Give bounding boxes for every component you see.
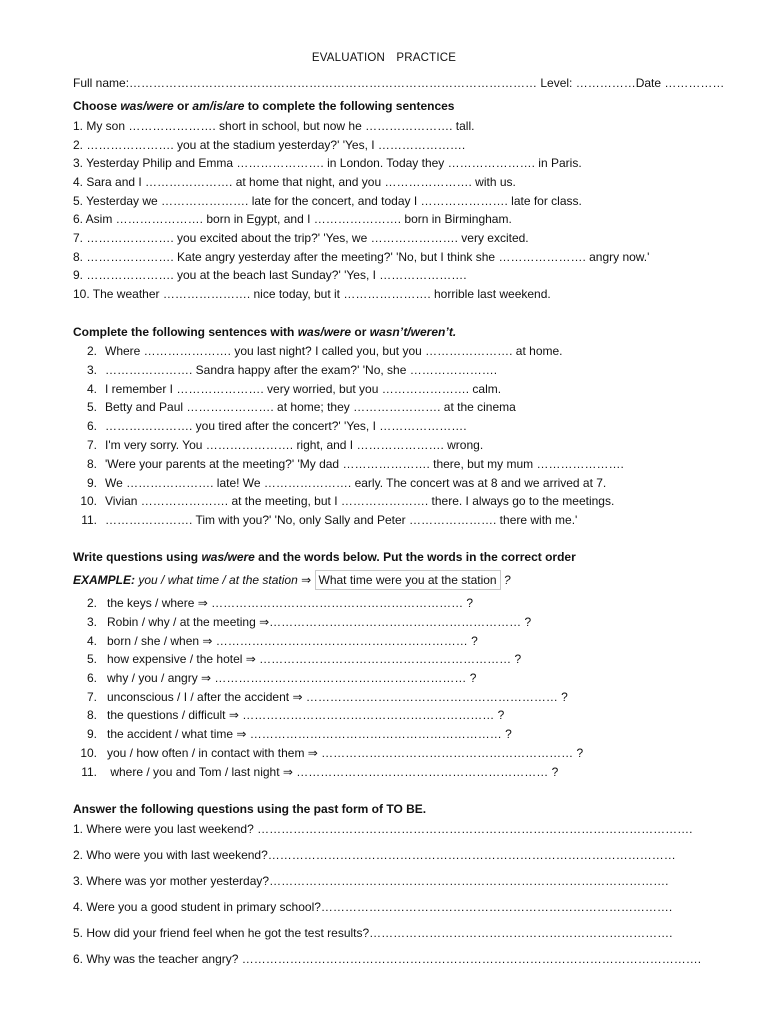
- item-number: 11.: [81, 513, 97, 527]
- section4-heading: Answer the following questions using the past form of TO BE.: [73, 802, 427, 816]
- section2-heading-part: Complete the following sentences with: [73, 325, 298, 339]
- item-number: 11.: [81, 765, 97, 779]
- section2-heading-italic: was/were: [297, 325, 352, 339]
- item-text: We …………………. late! We …………………. early. The concert was at 8 and we arrived at 7.: [105, 476, 607, 490]
- section1-heading-part: Choose: [73, 99, 121, 113]
- section3-item: [73, 633, 478, 649]
- item-number: 6.: [86, 419, 97, 433]
- item-number: 3.: [86, 363, 97, 377]
- item-text: the accident / what time ⇒ ……………………………………………………… ?: [107, 727, 512, 741]
- example-line: [73, 570, 511, 590]
- section3-heading-italic: was/were: [201, 550, 255, 564]
- section2-heading-part: or: [351, 325, 370, 339]
- section1-item: 4. Sara and I …………………. at home that night, and you …………………. with us.: [73, 175, 516, 189]
- section2-item: [73, 362, 497, 378]
- item-number: 9.: [86, 476, 97, 490]
- section1-item: 2. …………………. you at the stadium yesterday?' 'Yes, I ………………….: [73, 138, 466, 152]
- section2-item: [73, 343, 563, 359]
- item-number: 4.: [86, 634, 97, 648]
- item-number: 5.: [86, 400, 97, 414]
- section3-item: [73, 764, 558, 780]
- item-number: 7.: [86, 690, 97, 704]
- item-number: 6.: [86, 671, 97, 685]
- section1-heading-part: or: [173, 99, 193, 113]
- item-text: the keys / where ⇒ ……………………………………………………… ?: [107, 596, 474, 610]
- section3-heading-part: Write questions using: [73, 550, 202, 564]
- section3-item: [73, 689, 568, 705]
- item-number: 9.: [86, 727, 97, 741]
- section4-item: 6. Why was the teacher angry? …………………………………………………………………………………………………….: [73, 952, 702, 966]
- section1-heading-italic: am/is/are: [192, 99, 245, 113]
- item-text: Robin / why / at the meeting ⇒……………………………………………………… ?: [107, 615, 532, 629]
- section2-item: [73, 399, 516, 415]
- example-end: ?: [500, 573, 511, 587]
- item-text: Where …………………. you last night? I called you, but you …………………. at home.: [105, 344, 563, 358]
- section4-item: 3. Where was yor mother yesterday?……………………………………………………………………………………….: [73, 874, 669, 888]
- section3-heading-part: and the words below. Put the words in the correct order: [254, 550, 576, 564]
- example-answer-box: What time were you at the station: [315, 570, 501, 590]
- item-number: 8.: [86, 457, 97, 471]
- full-name-level-date-line: Full name:………………………………………………………………………………………… Level: ……………Date ……………: [73, 76, 725, 90]
- section2-item: [73, 493, 614, 509]
- section4-item: 4. Were you a good student in primary school?…………………………………………………………………………….: [73, 900, 673, 914]
- item-text: I remember I …………………. very worried, but you …………………. calm.: [105, 382, 502, 396]
- section4-item: 2. Who were you with last weekend?…………………………………………………………………………………………: [73, 848, 676, 862]
- section3-heading: [73, 549, 576, 565]
- item-number: 10.: [80, 494, 97, 508]
- section2-item: [73, 475, 606, 491]
- section2-item: [73, 418, 467, 434]
- section2-item: [73, 512, 577, 528]
- section2-item: [73, 456, 624, 472]
- section1-item: 6. Asim …………………. born in Egypt, and I …………………. born in Birmingham.: [73, 212, 512, 226]
- section4-item: 1. Where were you last weekend? ……………………………………………………………………………………………….: [73, 822, 693, 836]
- item-text: 'Were your parents at the meeting?' 'My dad …………………. there, but my mum ………………….: [105, 457, 624, 471]
- item-text: how expensive / the hotel ⇒ ……………………………………………………… ?: [107, 652, 522, 666]
- item-number: 2.: [86, 596, 97, 610]
- item-number: 7.: [86, 438, 97, 452]
- item-text: …………………. Tim with you?' 'No, only Sally and Peter …………………. there with me.': [105, 513, 578, 527]
- section1-item: 8. …………………. Kate angry yesterday after the meeting?' 'No, but I think she …………………. angry now.': [73, 250, 650, 264]
- section4-item: 5. How did your friend feel when he got the test results?………………………………………………………………….: [73, 926, 673, 940]
- item-number: 5.: [86, 652, 97, 666]
- section3-item: [73, 651, 521, 667]
- page-title: EVALUATION PRACTICE: [311, 52, 457, 64]
- section2-item: [73, 381, 501, 397]
- item-text: where / you and Tom / last night ⇒ ……………………………………………………… ?: [107, 765, 559, 779]
- item-text: unconscious / I / after the accident ⇒ ……………………………………………………… ?: [107, 690, 568, 704]
- section1-heading: [73, 98, 454, 114]
- section3-item: [73, 726, 512, 742]
- section1-item: 10. The weather …………………. nice today, but it …………………. horrible last weekend.: [73, 287, 551, 301]
- item-text: I'm very sorry. You …………………. right, and I …………………. wrong.: [105, 438, 484, 452]
- item-text: …………………. you tired after the concert?' 'Yes, I ………………….: [105, 419, 467, 433]
- example-label: EXAMPLE:: [73, 573, 136, 587]
- section1-heading-part: to complete the following sentences: [244, 99, 455, 113]
- item-text: the questions / difficult ⇒ ……………………………………………………… ?: [107, 708, 505, 722]
- section3-item: [73, 707, 504, 723]
- item-text: …………………. Sandra happy after the exam?' 'No, she ………………….: [105, 363, 498, 377]
- section2-item: [73, 437, 483, 453]
- section1-item: 3. Yesterday Philip and Emma …………………. in London. Today they …………………. in Paris.: [73, 156, 582, 170]
- item-text: you / how often / in contact with them ⇒ ……………………………………………………… ?: [107, 746, 584, 760]
- section1-item: 5. Yesterday we …………………. late for the concert, and today I …………………. late for class.: [73, 194, 582, 208]
- section1-heading-italic: was/were: [120, 99, 174, 113]
- item-text: Betty and Paul …………………. at home; they …………………. at the cinema: [105, 400, 516, 414]
- item-text: why / you / angry ⇒ ……………………………………………………… ?: [107, 671, 477, 685]
- section2-heading-italic: wasn’t/weren’t.: [369, 325, 457, 339]
- section3-item: [73, 745, 583, 761]
- example-prompt: you / what time / at the station ⇒: [135, 573, 315, 587]
- section1-item: 7. …………………. you excited about the trip?' 'Yes, we …………………. very excited.: [73, 231, 529, 245]
- item-number: 2.: [86, 344, 97, 358]
- section2-heading: [73, 324, 456, 340]
- item-number: 10.: [80, 746, 97, 760]
- item-number: 8.: [86, 708, 97, 722]
- section1-item: 1. My son …………………. short in school, but now he …………………. tall.: [73, 119, 475, 133]
- item-number: 3.: [86, 615, 97, 629]
- section1-item: 9. …………………. you at the beach last Sunday?' 'Yes, I ………………….: [73, 268, 467, 282]
- section3-item: [73, 595, 473, 611]
- item-number: 4.: [86, 382, 97, 396]
- section3-item: [73, 614, 531, 630]
- section3-item: [73, 670, 476, 686]
- item-text: Vivian …………………. at the meeting, but I …………………. there. I always go to the meetings.: [105, 494, 615, 508]
- item-text: born / she / when ⇒ ……………………………………………………… ?: [107, 634, 478, 648]
